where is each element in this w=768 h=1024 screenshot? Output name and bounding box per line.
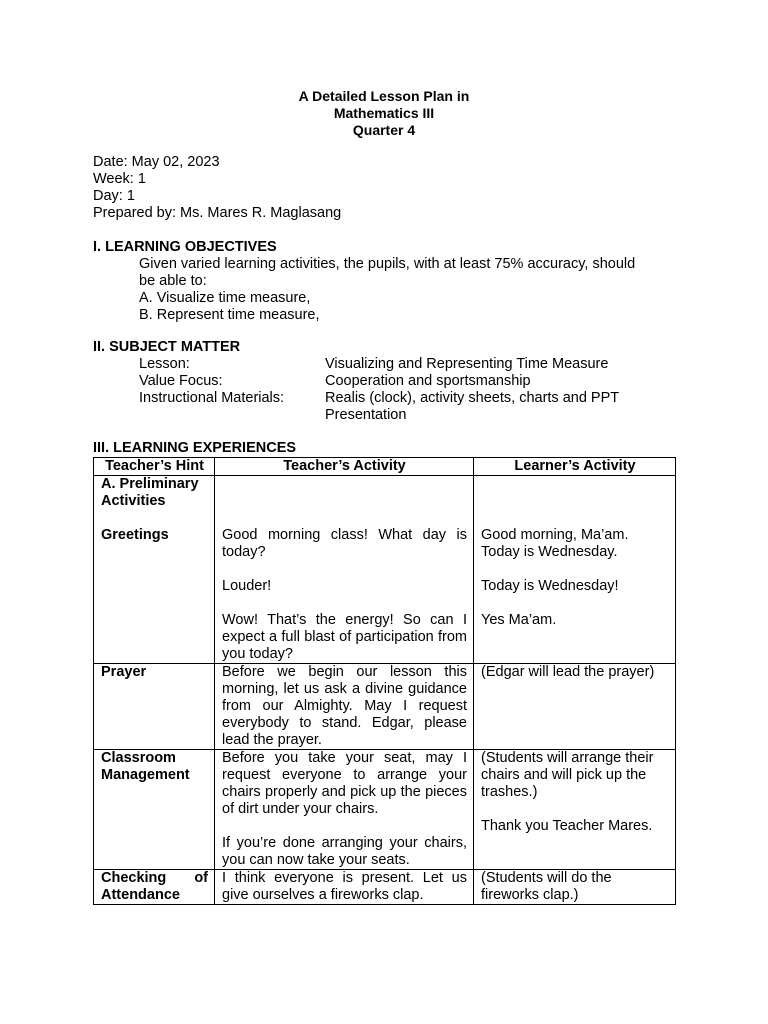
objectives-heading: I. LEARNING OBJECTIVES xyxy=(93,239,277,255)
meta-date: Date: May 02, 2023 xyxy=(93,154,220,170)
objective-item-a: A. Visualize time measure, xyxy=(139,290,311,306)
lesson-value: Visualizing and Representing Time Measure xyxy=(325,356,609,372)
header-learners-activity: Learner’s Activity xyxy=(474,458,676,476)
header-teachers-hint: Teacher’s Hint xyxy=(94,458,215,476)
hint-attendance-word-1: Checking xyxy=(101,870,167,886)
teacher-classroom-2: If you’re done arranging your chairs, you can now take your seats. xyxy=(222,835,467,868)
hint-attendance-word-2: of xyxy=(194,870,208,886)
hint-attendance-cell xyxy=(94,870,215,905)
learner-attendance: (Students will do the fireworks clap.) xyxy=(474,870,676,905)
teacher-classroom-cell xyxy=(215,750,474,870)
hint-prayer: Prayer xyxy=(94,664,215,750)
teacher-classroom-1: Before you take your seat, may I request everyone to arrange your chairs properly and pick up the pieces of dirt under your chairs. xyxy=(222,750,467,817)
meta-day: Day: 1 xyxy=(93,188,135,204)
learning-experiences-heading: III. LEARNING EXPERIENCES xyxy=(93,440,297,456)
learner-classroom-2: Thank you Teacher Mares. xyxy=(481,818,653,834)
hint-attendance-word-3: Attendance xyxy=(101,887,180,903)
learner-activity-cell xyxy=(474,476,676,664)
teacher-greeting-1: Good morning class! What day is today? xyxy=(222,527,467,560)
table-header-row xyxy=(94,458,676,476)
objectives-body xyxy=(139,256,639,324)
teacher-greeting-2: Louder! xyxy=(222,578,272,594)
title-line-3: Quarter 4 xyxy=(352,122,416,138)
materials-value: Realis (clock), activity sheets, charts and PPT Presentation xyxy=(325,390,619,423)
table-row-attendance xyxy=(94,870,676,905)
title-line-2: Mathematics III xyxy=(333,105,435,121)
hint-cell xyxy=(94,476,215,664)
learner-greeting-2: Today is Wednesday! xyxy=(481,578,619,594)
materials-label: Instructional Materials: xyxy=(139,390,285,406)
document-title xyxy=(0,88,768,139)
header-teachers-activity: Teacher’s Activity xyxy=(215,458,474,476)
hint-classroom-management: Classroom Management xyxy=(94,750,215,870)
learner-prayer: (Edgar will lead the prayer) xyxy=(474,664,676,750)
teacher-activity-cell xyxy=(215,476,474,664)
learner-greeting-1: Good morning, Ma’am. Today is Wednesday. xyxy=(481,527,629,560)
value-focus-label: Value Focus: xyxy=(139,373,223,389)
meta-prepared-by: Prepared by: Ms. Mares R. Maglasang xyxy=(93,205,342,221)
preliminary-activities-label: A. Preliminary Activities xyxy=(101,476,199,509)
table-row-classroom-management xyxy=(94,750,676,870)
learning-experiences-table xyxy=(93,457,676,905)
subject-matter-heading: II. SUBJECT MATTER xyxy=(93,339,241,355)
learner-classroom-1: (Students will arrange their chairs and will pick up the trashes.) xyxy=(481,750,654,800)
value-focus-value: Cooperation and sportsmanship xyxy=(325,373,531,389)
objective-item-b: B. Represent time measure, xyxy=(139,307,320,323)
table-row-prayer xyxy=(94,664,676,750)
hint-greetings: Greetings xyxy=(101,527,169,543)
lesson-meta xyxy=(93,154,341,222)
teacher-greeting-3: Wow! That’s the energy! So can I expect a full blast of participation from you today? xyxy=(222,612,467,662)
learner-greeting-3: Yes Ma’am. xyxy=(481,612,557,628)
objectives-intro: Given varied learning activities, the pupils, with at least 75% accuracy, should be able to: xyxy=(139,256,636,289)
teacher-prayer: Before we begin our lesson this morning, let us ask a divine guidance from our Almighty. May I request everybody to stand. Edgar, please lead the prayer. xyxy=(215,664,474,750)
lesson-label: Lesson: xyxy=(139,356,190,372)
teacher-attendance: I think everyone is present. Let us give ourselves a fireworks clap. xyxy=(215,870,474,905)
meta-week: Week: 1 xyxy=(93,171,146,187)
table-row-greetings xyxy=(94,476,676,664)
learner-classroom-cell xyxy=(474,750,676,870)
title-line-1: A Detailed Lesson Plan in xyxy=(298,88,470,104)
